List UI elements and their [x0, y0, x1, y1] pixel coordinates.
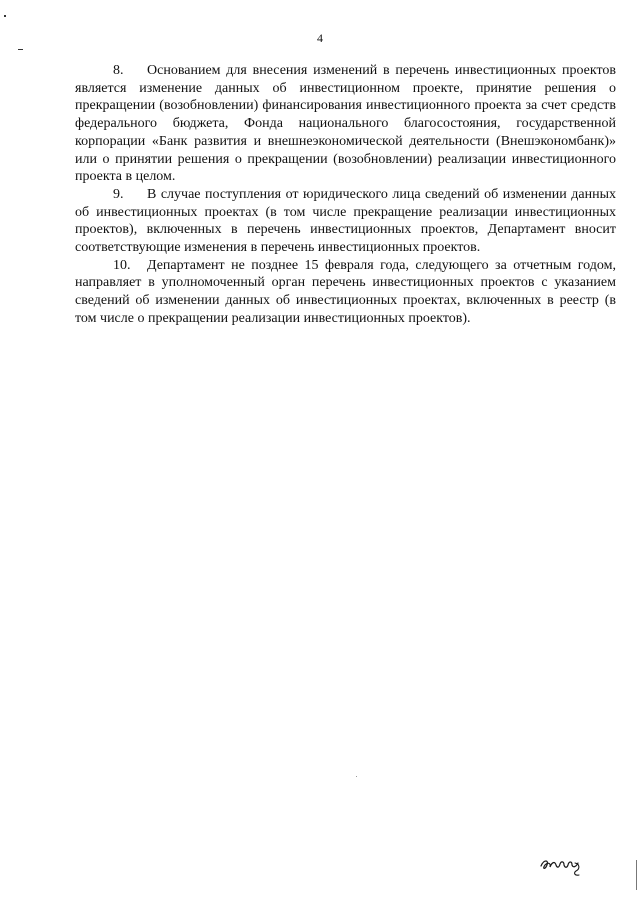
paragraph-text: Департамент не позднее 15 февраля года, следующего за отчетным годом, направляет в уполномоченный орган перечень инвестиционных проектов с указанием сведений об изменении данных об инвестиционных проектах, включенных в реестр (в том числе о прекращении реализации инвестиционных проектов).	[75, 257, 616, 326]
handwritten-initials	[538, 853, 586, 879]
scan-speck	[356, 776, 357, 777]
scan-speck	[18, 49, 23, 50]
paragraph-9	[75, 186, 616, 257]
page-number: 4	[317, 31, 323, 45]
paragraph-8	[75, 62, 616, 186]
paragraph-text: Основанием для внесения изменений в перечень инвестиционных проектов является изменение данных об инвестиционном проекте, принятие решения о прекращении (возобновлении) финансирования инвестиционного проекта за счет средств федерального бюджета, Фонда национального благосостояния, государственной корпорации «Банк развития и внешнеэкономической деятельности (Внешэкономбанк)» или о принятии решения о прекращении (возобновлении) реализации инвестиционного проекта в целом.	[75, 63, 616, 185]
paragraph-number: 8.	[113, 63, 124, 78]
scan-speck	[4, 15, 6, 17]
paragraph-10	[75, 257, 616, 328]
paragraph-text: В случае поступления от юридического лица сведений об изменении данных об инвестиционных проектах (в том числе прекращение реализации инвестиционных проектов), включенных в перечень инвестиционных проектов, Департамент вносит соответствующие изменения в перечень инвестиционных проектов.	[75, 186, 616, 256]
document-body	[75, 62, 616, 328]
paragraph-number: 9.	[113, 186, 124, 202]
paragraph-number: 10.	[113, 257, 131, 273]
scan-edge-line	[636, 860, 637, 890]
